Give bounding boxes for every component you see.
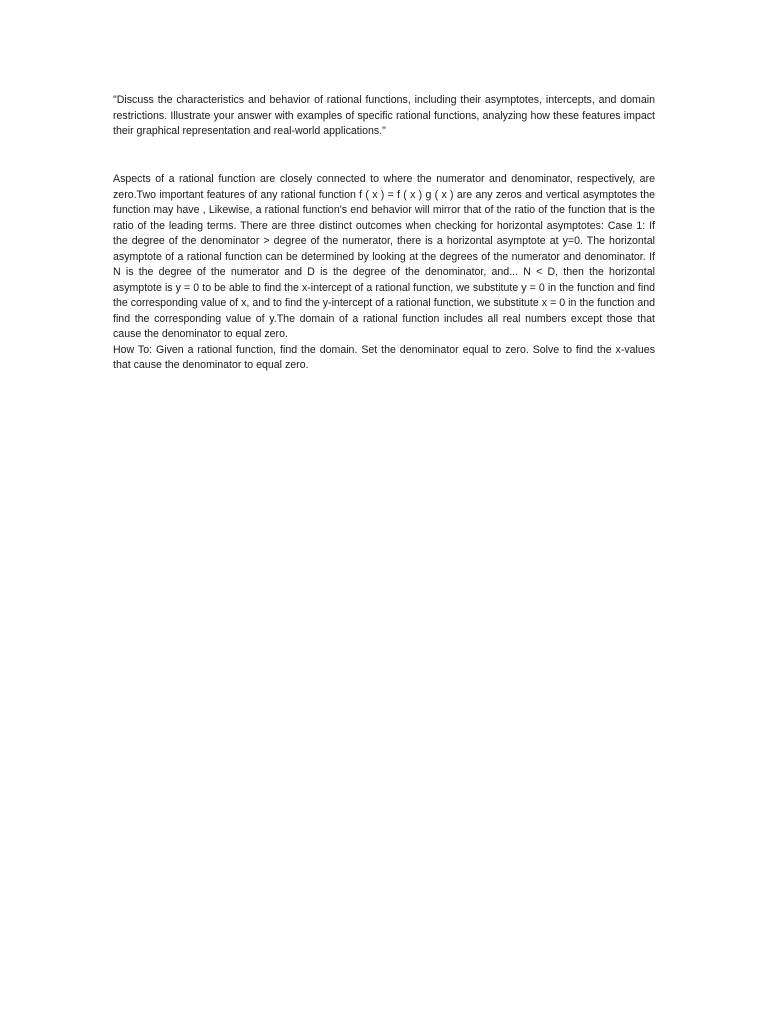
answer-paragraph-1: Aspects of a rational function are closely connected to where the numerator and denominator, respectively, are zero.Two important features of any rational function f ( x ) = f ( x ) g ( x ) are any zeros and vertical asymptotes the function may have , Likewise, a rational function's end behavior will mirror that of the ratio of the function that is the ratio of the leading terms. There are three distinct outcomes when checking for horizontal asymptotes: Case 1: If the degree of the denominator > degree of the numerator, there is a horizontal asymptote at y=0. The horizontal asymptote of a rational function can be determined by looking at the degrees of the numerator and denominator. If N is the degree of the numerator and D is the degree of the denominator, and... N < D, then the horizontal asymptote is y = 0 to be able to find the x-intercept of a rational function, we substitute y = 0 in the function and find the corresponding value of x, and to find the y-intercept of a rational function, we substitute x = 0 in the function and find the corresponding value of y.The domain of a rational function includes all real numbers except those that cause the denominator to equal zero. — [113, 173, 655, 340]
answer-paragraph-2: How To: Given a rational function, find the domain. Set the denominator equal to zero. Solve to find the x-values that cause the denominator to equal zero. — [113, 343, 655, 371]
prompt-text: "Discuss the characteristics and behavior of rational functions, including their asymptotes, intercepts, and domain restrictions. Illustrate your answer with examples of specific rational functions, analyzing how these features impact their graphical representation and real-world applications." — [113, 94, 655, 137]
answer-block — [113, 172, 655, 374]
prompt-block — [113, 93, 655, 140]
